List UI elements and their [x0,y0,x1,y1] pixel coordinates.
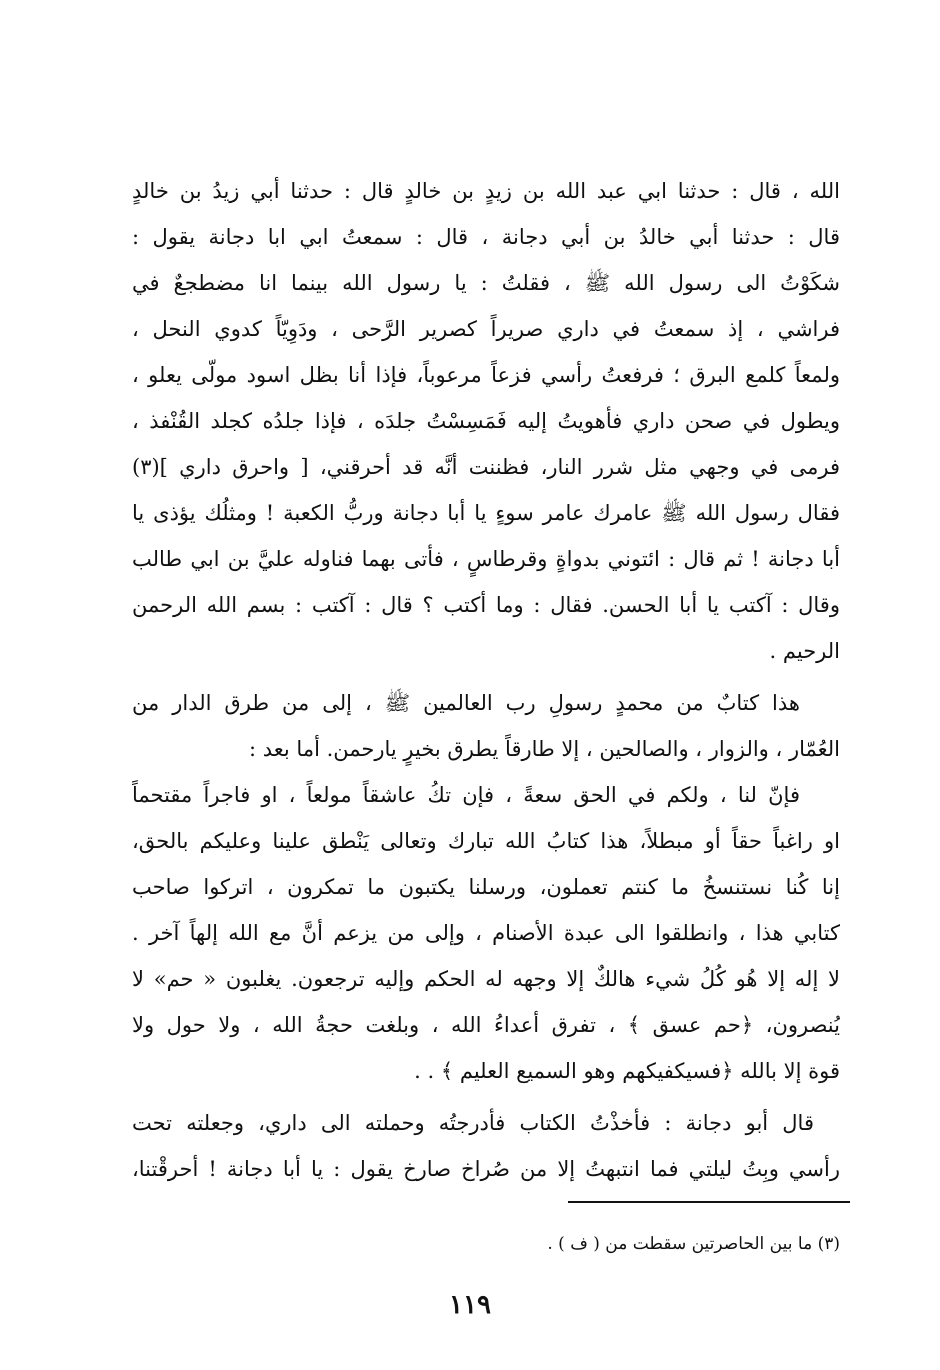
text-line: قال : حدثنا أبي خالدُ بن أبي دجانة ، قال : سمعتُ ابي ابا دجانة يقول : [132,225,840,249]
text-line: ولمعاً كلمع البرق ؛ فرفعتُ رأسي فزعاً مرعوباً، فإذا أنا بظل اسود مولّى يعلو ، [132,363,840,387]
paragraph-2 [132,680,840,772]
paragraph-4 [132,1100,840,1192]
text-line: فراشي ، إذ سمعتُ في داري صريراً كصرير الرَّحى ، ودَوِيّاً كدوي النحل ، [132,317,840,341]
text-line: قال أبو دجانة : فأخذْتُ الكتاب فأدرجتُه وحملته الى داري، وجعلته تحت [132,1111,814,1135]
paragraph-3 [132,772,840,1094]
text-line: فإنّ لنا ، ولكم في الحق سعةً ، فإن تكُ عاشقاً مولعاً ، او فاجراً مقتحماً [132,783,800,807]
text-line: فرمى في وجهي مثل شرر النار، فظننت أنَّه قد أحرقني، [ واحرق داري ](٣) [132,455,840,479]
text-line: الرحيم . [769,639,840,663]
text-line: قوة إلا بالله ﴿فسيكفيكهم وهو السميع العليم ﴾ . . [414,1059,840,1083]
text-line: رأسي وبِتُ ليلتي فما انتبهتُ إلا من صُراخ صارخ يقول : يا أبا دجانة ! أحرقْتنا، [132,1157,840,1181]
text-line: الله ، قال : حدثنا ابي عبد الله بن زيدٍ بن خالدٍ قال : حدثنا أبي زيدُ بن خالدٍ [132,179,840,203]
footnote: (٣) ما بين الحاصرتين سقطت من ( ف ) . [547,1234,840,1254]
paragraph-1 [132,168,840,674]
main-text [132,168,840,1192]
text-line: كتابي هذا ، وانطلقوا الى عبدة الأصنام ، وإلى من يزعم أنَّ مع الله إلهاً آخر . [132,921,840,945]
text-line: وقال : آكتب يا أبا الحسن. فقال : وما أكتب ؟ قال : آكتب : بسم الله الرحمن [132,593,840,617]
text-line: فقال رسول الله ﷺ عامرك عامر سوءٍ يا أبا دجانة وربُّ الكعبة ! ومثلُك يؤذى يا [132,501,840,525]
text-line: يُنصرون، ﴿حم عسق ﴾ ، تفرق أعداءُ الله ، وبلغت حجةُ الله ، ولا حول ولا [132,1013,840,1037]
text-line: إنا كُنا نستنسخُ ما كنتم تعملون، ورسلنا يكتبون ما تمكرون ، اتركوا صاحب [132,875,840,899]
text-line: أبا دجانة ! ثم قال : ائتوني بدواةٍ وقرطاسٍ ، فأتى بهما فناوله عليَّ بن ابي طالب [132,547,840,571]
text-line: ويطول في صحن داري فأهويتُ إليه فَمَسِسْتُ جلدَه ، فإذا جلدُه كجلد القُنْفذ ، [132,409,840,433]
text-line: العُمّار ، والزوار ، والصالحين ، إلا طارقاً يطرق بخيرٍ يارحمن. أما بعد : [249,737,840,761]
text-line: هذا كتابٌ من محمدٍ رسولِ رب العالمين ﷺ ، إلى من طرق الدار من [132,691,800,715]
page-number: ١١٩ [449,1290,491,1320]
footnote-divider [568,1201,850,1203]
text-line: لا إله إلا هُو كُلُ شيء هالكٌ إلا وجهه له الحكم وإليه ترجعون. يغلبون « حم» لا [132,967,840,991]
text-line: شكَوْتُ الى رسول الله ﷺ ، فقلتُ : يا رسول الله بينما انا مضطجعٌ في [132,271,840,295]
text-line: او راغباً حقاً أو مبطلاً، هذا كتابُ الله تبارك وتعالى يَنْطق علينا وعليكم بالحق، [132,829,840,853]
